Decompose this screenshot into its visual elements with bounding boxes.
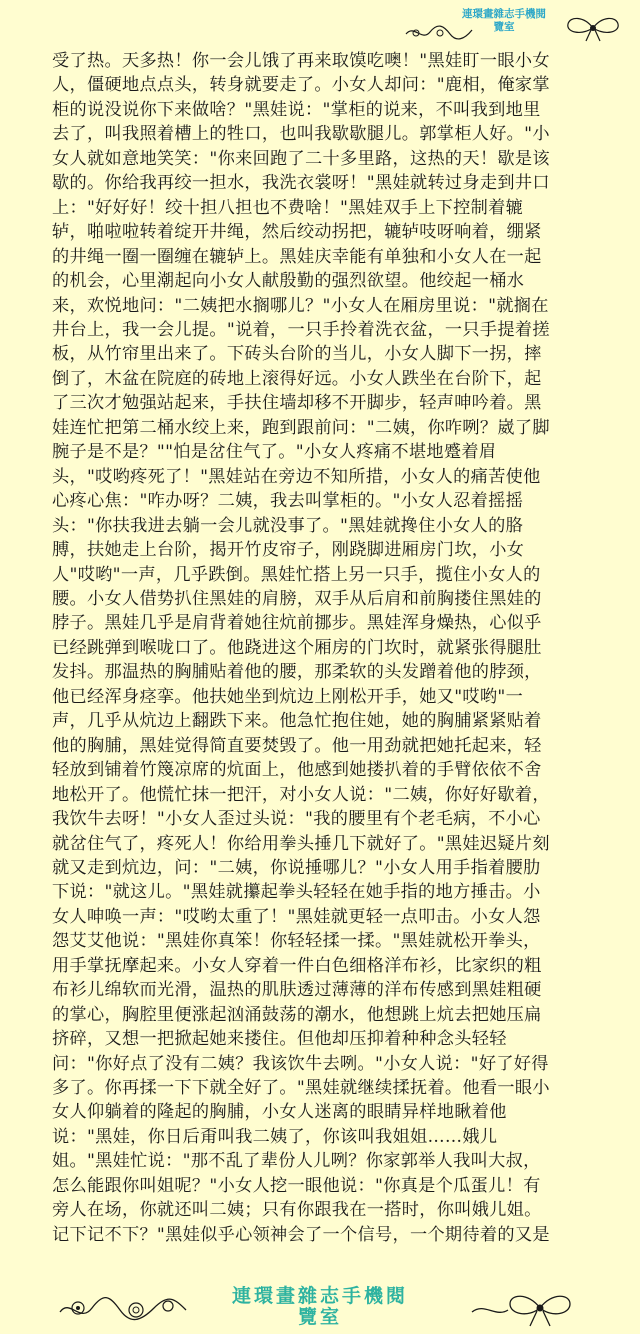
footer-brand: [140, 1286, 500, 1328]
text-line: 心疼心焦："咋办呀？二姨，我去叫掌柜的。"小女人忍着摇摇: [52, 491, 524, 512]
header-brand-line1: 連環畫雜志手機閱: [462, 8, 546, 20]
header-brand: [444, 8, 564, 34]
text-line: 就又走到炕边，问："二姨，你说捶哪儿？"小女人用手指着腰肋: [52, 857, 541, 878]
text-line: 娃连忙把第二桶水绞上来，跑到跟前问："二姨，你咋咧？崴了脚: [52, 417, 550, 438]
text-line: 女人仰躺着的隆起的胸脯，小女人迷离的眼睛异样地瞅着他: [52, 1102, 507, 1123]
text-line: 脖子。黑娃几乎是肩背着她往炕前挪步。黑娃浑身燥热，心似乎: [52, 613, 542, 634]
bow-ornament-icon: [470, 1288, 580, 1328]
text-line: 板，从竹帘里出来了。下砖头台阶的当儿，小女人脚下一拐，摔: [52, 344, 542, 365]
text-line: 轳，啪啦啦转着绽开井绳，然后绞动拐把，辘轳吱呀响着，绷紧: [52, 222, 542, 243]
text-line: 问："你好点了没有二姨？我该饮牛去咧。"小女人说："好了好得: [52, 1053, 549, 1074]
text-line: 怎么能跟你叫姐呢？"小女人挖一眼他说："你真是个瓜蛋儿！有: [52, 1175, 541, 1196]
text-line: 膊，扶她走上台阶，揭开竹皮帘子，刚跷脚进厢房门坎，小女: [52, 540, 525, 561]
text-line: 我饮牛去呀！"小女人歪过头说："我的腰里有个老毛病，不小心: [52, 809, 541, 830]
header: [404, 6, 624, 44]
text-line: 腰。小女人借势扒住黑娃的肩膀，双手从后肩和前胸搂住黑娃的: [52, 588, 542, 609]
text-line: 旁人在场，你就还叫二姨；只有你跟我在一搭时，你叫娥儿姐。: [52, 1200, 542, 1221]
text-line: 井台上，我一会儿提。"说着，一只手拎着洗衣盆，一只手提着搓: [52, 319, 550, 340]
text-line: 已经跳弹到喉咙口了。他跷进这个厢房的门坎时，就紧张得腿肚: [52, 637, 542, 658]
text-line: 用手掌抚摩起来。小女人穿着一件白色细格洋布衫，比家织的粗: [52, 955, 542, 976]
text-line: 的掌心，胸腔里便涨起汹涌鼓荡的潮水，他想跳上炕去把她压扁: [52, 1004, 542, 1025]
footer-brand-line2: 覽室: [297, 1306, 342, 1328]
text-line: 轻放到铺着竹篾凉席的炕面上，他感到她搂扒着的手臂依依不舍: [52, 760, 542, 781]
text-line: 声，几乎从炕边上翻跌下来。他急忙抱住她，她的胸脯紧紧贴着: [52, 711, 542, 732]
text-line: 人"哎哟"一声，几乎跌倒。黑娃忙搭上另一只手，揽住小女人的: [52, 564, 541, 585]
footer: [0, 1280, 640, 1334]
text-line: 记下记不下？"黑娃似乎心领神会了一个信号，一个期待着的又是: [52, 1224, 550, 1245]
text-line: 柜的说没说你下来做啥？"黑娃说："掌柜的说来，不叫我到地里: [52, 99, 541, 120]
text-line: 地松开了。他慌忙抹一把汗，对小女人说："二姨，你好好歇着，: [52, 784, 550, 805]
text-line: 他的胸脯，黑娃觉得简直要焚毁了。他一用劲就把她托起来，轻: [52, 735, 542, 756]
text-line: 布衫儿绵软而光滑，温热的肌肤透过薄薄的洋布传感到黑娃粗硬: [52, 980, 542, 1001]
text-line: 了三次才勉强站起来，手扶住墙却移不开脚步，轻声呻吟着。黑: [52, 393, 542, 414]
text-line: 人，僵硬地点点头，转身就要走了。小女人却问："鹿相，俺家掌: [52, 75, 550, 96]
text-line: 去了，叫我照着槽上的牲口，也叫我歇歇腿儿。郭掌柜人好。"小: [52, 124, 550, 145]
text-line: 上："好好好！绞十担八担也不费啥！"黑娃双手上下控制着辘: [52, 197, 524, 218]
text-line: 姐。"黑娃忙说："那不乱了辈份人儿咧？你家郭举人我叫大叔，: [52, 1151, 541, 1172]
text-line: 腕子是不是？""怕是岔住气了。"小女人疼痛不堪地蹙着眉: [52, 442, 497, 463]
text-line: 女人就如意地笑笑："你来回跑了二十多里路，这热的天！歇是该: [52, 148, 550, 169]
bow-ornament-icon: [564, 14, 622, 42]
text-line: 受了热。天多热！你一会儿饿了再来取馍吃噢！"黑娃盯一眼小女: [52, 51, 550, 71]
text-line: 发抖。那温热的胸脯贴着他的腰，那柔软的头发蹭着他的脖颈，: [52, 662, 542, 683]
text-line: 来，欢悦地问："二姨把水搁哪儿？"小女人在厢房里说："就搁在: [52, 295, 549, 316]
article-body: [52, 49, 587, 1271]
text-line: 怨艾艾他说："黑娃你真笨！你轻轻揉一揉。"黑娃就松开拳头，: [52, 931, 541, 952]
text-line: 的机会，心里潮起向小女人献殷勤的强烈欲望。他绞起一桶水: [52, 271, 525, 292]
text-line: 的井绳一圈一圈缠在辘轳上。黑娃庆幸能有单独和小女人在一起: [52, 246, 542, 267]
text-line: 就岔住气了，疼死人！你给用拳头捶几下就好了。"黑娃迟疑片刻: [52, 833, 550, 854]
text-line: 倒了，木盆在院庭的砖地上滚得好远。小女人跌坐在台阶下，起: [52, 368, 542, 389]
text-line: 头："你扶我进去躺一会儿就没事了。"黑娃就搀住小女人的胳: [52, 515, 524, 536]
text-line: 挤碎，又想一把掀起她来搂住。但他却压抑着种种念头轻轻: [52, 1029, 507, 1050]
text-line: 歇的。你给我再绞一担水，我洗衣裳呀！"黑娃就转过身走到井口: [52, 173, 550, 194]
text-line: 头，"哎哟疼死了！"黑娃站在旁边不知所措，小女人的痛苦使他: [52, 466, 541, 487]
header-brand-line2: 覽室: [493, 21, 515, 33]
text-line: 他已经浑身痉挛。他扶她坐到炕边上刚松开手，她又"哎哟"一: [52, 686, 524, 707]
text-line: 说："黑娃，你日后甭叫我二姨了，你该叫我姐姐……娥儿: [52, 1126, 498, 1147]
text-line: 多了。你再揉一下下就全好了。"黑娃就继续揉抚着。他看一眼小: [52, 1078, 550, 1099]
text-line: 女人呻唤一声："哎哟太重了！"黑娃就更轻一点叩击。小女人怨: [52, 906, 541, 927]
text-line: 下说："就这儿。"黑娃就攥起拳头轻轻在她手指的地方捶击。小: [52, 882, 541, 903]
footer-brand-line1: 連環畫雜志手機閱: [231, 1285, 408, 1307]
